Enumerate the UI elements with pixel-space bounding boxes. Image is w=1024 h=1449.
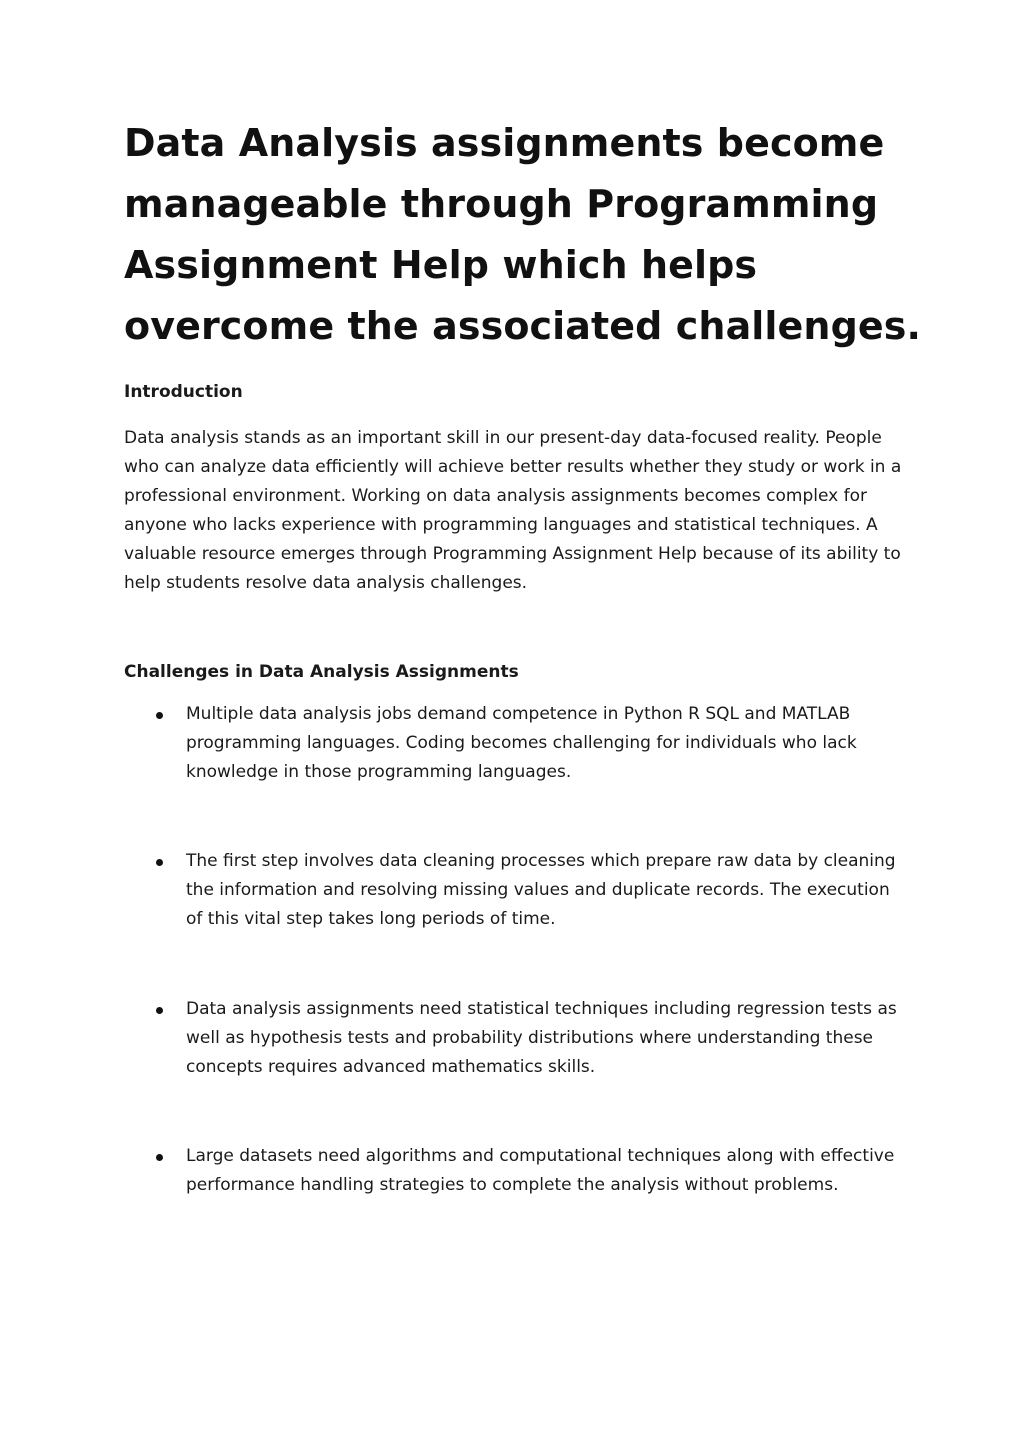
list-item-text: Large datasets need algorithms and computational techniques along with effective performance handling strategies to complete the analysis without problems. [186,1146,895,1195]
introduction-paragraph: Data analysis stands as an important skill in our present-day data-focused reality. People who can analyze data efficiently will achieve better results whether they study or work in a professional environment. Working on data analysis assignments becomes complex for anyone who lacks experience with programming languages and statistical techniques. A valuable resource emerges through Programming Assignment Help because of its ability to help students resolve data analysis challenges. [124,428,902,593]
bullet-icon [156,1154,163,1161]
list-item-text: The first step involves data cleaning processes which prepare raw data by cleaning the information and resolving missing values and duplicate records. The execution of this vital step takes long periods of time. [186,851,896,929]
challenges-heading: Challenges in Data Analysis Assignments [124,662,519,682]
document-title: Data Analysis assignments become manageable through Programming Assignment Help which helps overcome the associated challenges. [124,121,922,348]
bullet-icon [156,859,163,866]
introduction-heading: Introduction [124,382,243,402]
list-item-text: Multiple data analysis jobs demand competence in Python R SQL and MATLAB programming languages. Coding becomes challenging for individuals who lack knowledge in those programming languages. [186,704,857,782]
bullet-icon [156,712,163,719]
bullet-icon [156,1007,163,1014]
list-item-text: Data analysis assignments need statistical techniques including regression tests as well as hypothesis tests and probability distributions where understanding these concepts requires advanced mathematics skills. [186,999,897,1077]
